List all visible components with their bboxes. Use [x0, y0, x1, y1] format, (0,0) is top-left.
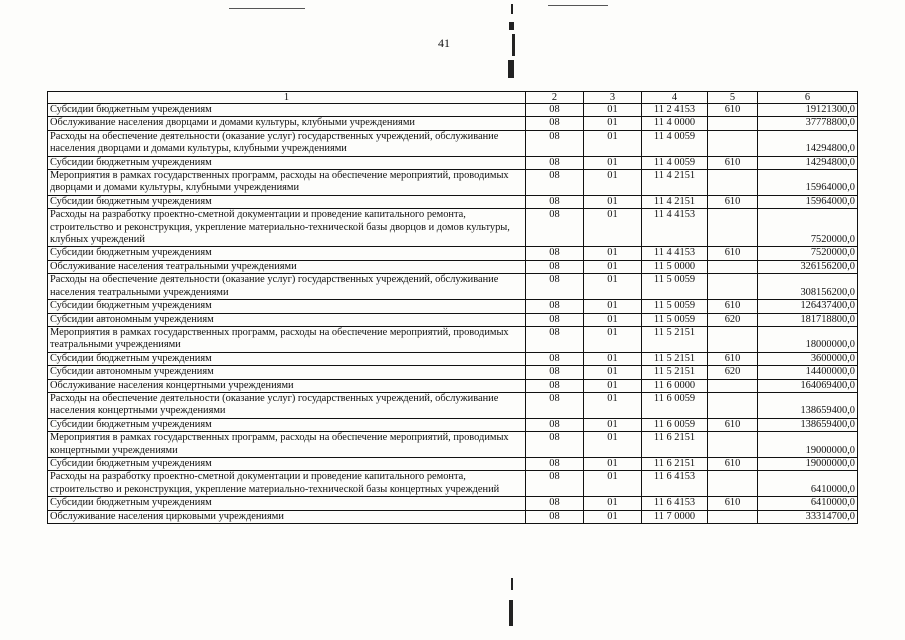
table-row — [48, 274, 858, 300]
amount: 3600000,0 — [758, 352, 858, 365]
expense-name: Субсидии бюджетным учреждениям — [48, 352, 526, 365]
expense-type-code — [708, 274, 758, 300]
amount: 19121300,0 — [758, 104, 858, 117]
table-row — [48, 418, 858, 431]
target-article-code: 11 6 0059 — [642, 418, 708, 431]
target-article-code: 11 5 0059 — [642, 300, 708, 313]
amount: 19000000,0 — [758, 432, 858, 458]
table-row — [48, 352, 858, 365]
table-row — [48, 313, 858, 326]
subsection-code: 01 — [584, 392, 642, 418]
section-code: 08 — [526, 247, 584, 260]
section-code: 08 — [526, 432, 584, 458]
expense-type-code — [708, 379, 758, 392]
table-row — [48, 300, 858, 313]
section-code: 08 — [526, 130, 584, 156]
target-article-code: 11 6 0059 — [642, 392, 708, 418]
target-article-code: 11 4 2151 — [642, 170, 708, 196]
expense-name: Субсидии бюджетным учреждениям — [48, 457, 526, 470]
expense-name: Расходы на разработку проектно-сметной документации и проведение капитального ремонта, строительство и реконструкция, укрепление материально-технической базы концертных учреждений — [48, 471, 526, 497]
table-row — [48, 379, 858, 392]
expense-type-code: 610 — [708, 497, 758, 510]
expense-type-code: 610 — [708, 195, 758, 208]
table-row — [48, 326, 858, 352]
section-code: 08 — [526, 510, 584, 523]
header-cell: 2 — [526, 92, 584, 104]
subsection-code: 01 — [584, 313, 642, 326]
section-code: 08 — [526, 274, 584, 300]
scan-edge-line — [229, 8, 305, 9]
amount: 14294800,0 — [758, 130, 858, 156]
subsection-code: 01 — [584, 418, 642, 431]
amount: 6410000,0 — [758, 497, 858, 510]
expense-name: Мероприятия в рамках государственных программ, расходы на обеспечение мероприятий, проводимых дворцами и домами культуры, клубными учреждениями — [48, 170, 526, 196]
expense-type-code: 610 — [708, 418, 758, 431]
page-number: 41 — [438, 36, 450, 50]
expense-name: Обслуживание населения концертными учреждениями — [48, 379, 526, 392]
subsection-code: 01 — [584, 104, 642, 117]
section-code: 08 — [526, 366, 584, 379]
expense-name: Расходы на обеспечение деятельности (оказание услуг) государственных учреждений, обслуживание населения концертными учреждениями — [48, 392, 526, 418]
header-cell: 6 — [758, 92, 858, 104]
amount: 19000000,0 — [758, 457, 858, 470]
section-code: 08 — [526, 156, 584, 169]
subsection-code: 01 — [584, 366, 642, 379]
subsection-code: 01 — [584, 209, 642, 247]
table-row — [48, 209, 858, 247]
table-row — [48, 130, 858, 156]
section-code: 08 — [526, 379, 584, 392]
header-cell: 5 — [708, 92, 758, 104]
amount: 6410000,0 — [758, 471, 858, 497]
table-row — [48, 432, 858, 458]
expense-name: Субсидии автономным учреждениям — [48, 313, 526, 326]
subsection-code: 01 — [584, 274, 642, 300]
scan-edge-line — [548, 5, 608, 6]
table-row — [48, 510, 858, 523]
section-code: 08 — [526, 104, 584, 117]
subsection-code: 01 — [584, 432, 642, 458]
table-row — [48, 104, 858, 117]
amount: 37778800,0 — [758, 117, 858, 130]
amount: 126437400,0 — [758, 300, 858, 313]
target-article-code: 11 5 2151 — [642, 352, 708, 365]
expense-name: Расходы на обеспечение деятельности (оказание услуг) государственных учреждений, обслуживание населения дворцами и домами культуры, клубными учреждениями — [48, 130, 526, 156]
expense-type-code: 610 — [708, 457, 758, 470]
subsection-code: 01 — [584, 117, 642, 130]
table-row — [48, 195, 858, 208]
amount: 181718800,0 — [758, 313, 858, 326]
expense-name: Субсидии автономным учреждениям — [48, 366, 526, 379]
expense-type-code — [708, 260, 758, 273]
section-code: 08 — [526, 497, 584, 510]
expense-name: Субсидии бюджетным учреждениям — [48, 156, 526, 169]
header-cell: 4 — [642, 92, 708, 104]
table-row — [48, 117, 858, 130]
target-article-code: 11 7 0000 — [642, 510, 708, 523]
table-row — [48, 247, 858, 260]
subsection-code: 01 — [584, 326, 642, 352]
section-code: 08 — [526, 352, 584, 365]
subsection-code: 01 — [584, 170, 642, 196]
section-code: 08 — [526, 300, 584, 313]
table-row — [48, 366, 858, 379]
section-code: 08 — [526, 170, 584, 196]
subsection-code: 01 — [584, 130, 642, 156]
amount: 7520000,0 — [758, 209, 858, 247]
section-code: 08 — [526, 209, 584, 247]
header-cell: 1 — [48, 92, 526, 104]
expense-name: Обслуживание населения цирковыми учреждениями — [48, 510, 526, 523]
expense-type-code — [708, 117, 758, 130]
table-header-row — [48, 92, 858, 104]
subsection-code: 01 — [584, 471, 642, 497]
expense-type-code — [708, 326, 758, 352]
subsection-code: 01 — [584, 379, 642, 392]
subsection-code: 01 — [584, 195, 642, 208]
subsection-code: 01 — [584, 156, 642, 169]
expense-type-code: 610 — [708, 104, 758, 117]
expense-type-code — [708, 130, 758, 156]
subsection-code: 01 — [584, 260, 642, 273]
target-article-code: 11 4 4153 — [642, 209, 708, 247]
expense-name: Субсидии бюджетным учреждениям — [48, 195, 526, 208]
target-article-code: 11 4 0000 — [642, 117, 708, 130]
expense-type-code — [708, 392, 758, 418]
subsection-code: 01 — [584, 510, 642, 523]
subsection-code: 01 — [584, 300, 642, 313]
table-row — [48, 457, 858, 470]
section-code: 08 — [526, 313, 584, 326]
section-code: 08 — [526, 471, 584, 497]
target-article-code: 11 6 2151 — [642, 457, 708, 470]
target-article-code: 11 6 4153 — [642, 497, 708, 510]
target-article-code: 11 6 4153 — [642, 471, 708, 497]
expense-name: Расходы на обеспечение деятельности (оказание услуг) государственных учреждений, обслуживание населения театральными учреждениями — [48, 274, 526, 300]
subsection-code: 01 — [584, 247, 642, 260]
subsection-code: 01 — [584, 497, 642, 510]
expense-type-code: 610 — [708, 156, 758, 169]
expense-name: Субсидии бюджетным учреждениям — [48, 104, 526, 117]
section-code: 08 — [526, 117, 584, 130]
amount: 15964000,0 — [758, 195, 858, 208]
expense-type-code — [708, 170, 758, 196]
subsection-code: 01 — [584, 352, 642, 365]
section-code: 08 — [526, 260, 584, 273]
expense-type-code — [708, 471, 758, 497]
amount: 7520000,0 — [758, 247, 858, 260]
target-article-code: 11 4 4153 — [642, 247, 708, 260]
target-article-code: 11 5 0059 — [642, 313, 708, 326]
target-article-code: 11 4 2151 — [642, 195, 708, 208]
expense-type-code: 610 — [708, 247, 758, 260]
expense-name: Субсидии бюджетным учреждениям — [48, 247, 526, 260]
expense-name: Субсидии бюджетным учреждениям — [48, 497, 526, 510]
table-row — [48, 156, 858, 169]
expense-name: Субсидии бюджетным учреждениям — [48, 300, 526, 313]
target-article-code: 11 6 0000 — [642, 379, 708, 392]
section-code: 08 — [526, 195, 584, 208]
target-article-code: 11 5 0000 — [642, 260, 708, 273]
table-row — [48, 392, 858, 418]
amount: 18000000,0 — [758, 326, 858, 352]
subsection-code: 01 — [584, 457, 642, 470]
expense-name: Мероприятия в рамках государственных программ, расходы на обеспечение мероприятий, проводимых театральными учреждениями — [48, 326, 526, 352]
amount: 164069400,0 — [758, 379, 858, 392]
expense-name: Субсидии бюджетным учреждениям — [48, 418, 526, 431]
target-article-code: 11 5 2151 — [642, 326, 708, 352]
table-row — [48, 260, 858, 273]
amount: 33314700,0 — [758, 510, 858, 523]
amount: 15964000,0 — [758, 170, 858, 196]
expense-name: Мероприятия в рамках государственных программ, расходы на обеспечение мероприятий, проводимых концертными учреждениями — [48, 432, 526, 458]
section-code: 08 — [526, 326, 584, 352]
amount: 326156200,0 — [758, 260, 858, 273]
target-article-code: 11 6 2151 — [642, 432, 708, 458]
amount: 138659400,0 — [758, 392, 858, 418]
expense-name: Обслуживание населения театральными учреждениями — [48, 260, 526, 273]
header-cell: 3 — [584, 92, 642, 104]
target-article-code: 11 4 0059 — [642, 156, 708, 169]
section-code: 08 — [526, 457, 584, 470]
amount: 138659400,0 — [758, 418, 858, 431]
amount: 14294800,0 — [758, 156, 858, 169]
budget-table — [47, 91, 858, 524]
expense-name: Обслуживание населения дворцами и домами культуры, клубными учреждениями — [48, 117, 526, 130]
table-row — [48, 170, 858, 196]
amount: 14400000,0 — [758, 366, 858, 379]
expense-type-code: 620 — [708, 366, 758, 379]
expense-name: Расходы на разработку проектно-сметной документации и проведение капитального ремонта, строительство и реконструкция, укрепление материально-технической базы дворцов и домов культуры, клубных учреждений — [48, 209, 526, 247]
target-article-code: 11 2 4153 — [642, 104, 708, 117]
table-row — [48, 497, 858, 510]
expense-type-code — [708, 209, 758, 247]
target-article-code: 11 4 0059 — [642, 130, 708, 156]
expense-type-code — [708, 432, 758, 458]
expense-type-code: 610 — [708, 352, 758, 365]
expense-type-code: 610 — [708, 300, 758, 313]
section-code: 08 — [526, 418, 584, 431]
table-row — [48, 471, 858, 497]
target-article-code: 11 5 0059 — [642, 274, 708, 300]
amount: 308156200,0 — [758, 274, 858, 300]
expense-type-code — [708, 510, 758, 523]
target-article-code: 11 5 2151 — [642, 366, 708, 379]
section-code: 08 — [526, 392, 584, 418]
expense-type-code: 620 — [708, 313, 758, 326]
